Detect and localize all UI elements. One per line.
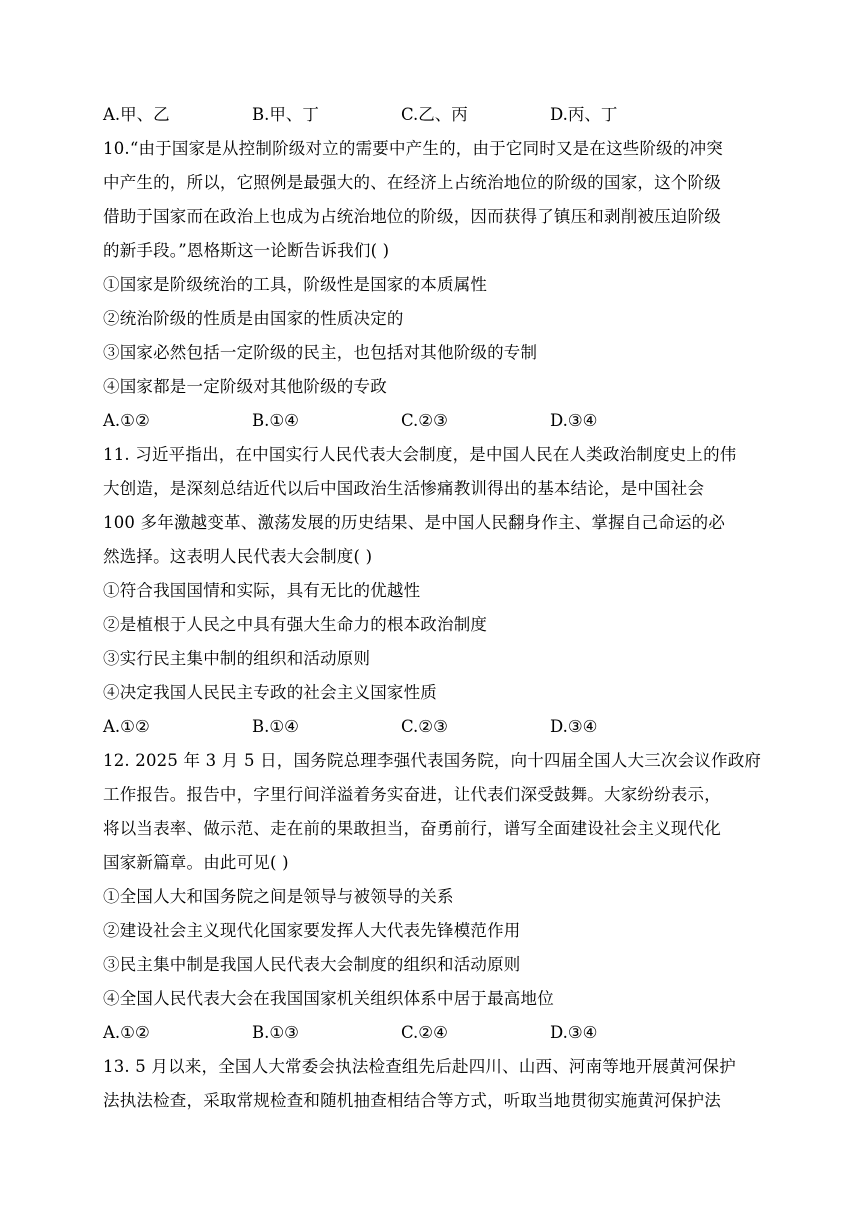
answer-options bbox=[103, 710, 758, 744]
question-stem-line: 11. 习近平指出，在中国实行人民代表大会制度，是中国人民在人类政治制度史上的伟 bbox=[103, 445, 737, 464]
question-stem-line: 13. 5 月以来，全国人大常委会执法检查组先后赴四川、山西、河南等地开展黄河保护 bbox=[103, 1057, 736, 1076]
question-stem-line: 借助于国家而在政治上也成为占统治地位的阶级，因而获得了镇压和剥削被压迫阶级 bbox=[103, 207, 721, 226]
option-c: C.②③ bbox=[401, 717, 448, 736]
statement-2: ②建设社会主义现代化国家要发挥人大代表先锋模范作用 bbox=[103, 921, 521, 940]
option-d: D.③④ bbox=[550, 717, 598, 736]
statement-1: ①符合我国国情和实际，具有无比的优越性 bbox=[103, 581, 421, 600]
statement-2: ②是植根于人民之中具有强大生命力的根本政治制度 bbox=[103, 615, 488, 634]
question-12 bbox=[103, 744, 762, 1050]
option-b: B.①④ bbox=[252, 717, 299, 736]
question-stem-line: 的新手段。”恩格斯这一论断告诉我们( ) bbox=[103, 241, 390, 260]
option-d: D.丙、丁 bbox=[550, 105, 618, 124]
question-stem-line: 大创造，是深刻总结近代以后中国政治生活惨痛教训得出的基本结论，是中国社会 bbox=[103, 479, 705, 498]
question-stem-line: 法执法检查，采取常规检查和随机抽查相结合等方式，听取当地贯彻实施黄河保护法 bbox=[103, 1091, 721, 1110]
question-stem-line: 10.“由于国家是从控制阶级对立的需要中产生的，由于它同时又是在这些阶级的冲突 bbox=[103, 139, 723, 158]
option-d: D.③④ bbox=[550, 1023, 598, 1042]
statement-4: ④决定我国人民民主专政的社会主义国家性质 bbox=[103, 683, 437, 702]
question-10 bbox=[103, 132, 758, 438]
option-a: A.①② bbox=[103, 1023, 150, 1042]
option-a: A.甲、乙 bbox=[103, 105, 170, 124]
answer-options bbox=[103, 1016, 758, 1050]
option-c: C.乙、丙 bbox=[401, 105, 468, 124]
statement-2: ②统治阶级的性质是由国家的性质决定的 bbox=[103, 309, 404, 328]
option-b: B.①④ bbox=[252, 411, 299, 430]
question-stem-line: 国家新篇章。由此可见( ) bbox=[103, 853, 289, 872]
statement-4: ④全国人民代表大会在我国国家机关组织体系中居于最高地位 bbox=[103, 989, 554, 1008]
answer-options bbox=[103, 404, 758, 438]
question-stem-line: 12. 2025 年 3 月 5 日，国务院总理李强代表国务院，向十四届全国人大三次会议作政府 bbox=[103, 751, 762, 770]
question-stem-line: 然选择。这表明人民代表大会制度( ) bbox=[103, 547, 373, 566]
question-stem-line: 中产生的，所以，它照例是最强大的、在经济上占统治地位的阶级的国家，这个阶级 bbox=[103, 173, 721, 192]
question-content bbox=[103, 98, 762, 1118]
question-stem-line: 将以当表率、做示范、走在前的果敢担当，奋勇前行，谱写全面建设社会主义现代化 bbox=[103, 819, 721, 838]
option-d: D.③④ bbox=[550, 411, 598, 430]
statement-1: ①国家是阶级统治的工具，阶级性是国家的本质属性 bbox=[103, 275, 488, 294]
option-b: B.①③ bbox=[252, 1023, 299, 1042]
statement-4: ④国家都是一定阶级对其他阶级的专政 bbox=[103, 377, 387, 396]
statement-1: ①全国人大和国务院之间是领导与被领导的关系 bbox=[103, 887, 454, 906]
option-c: C.②④ bbox=[401, 1023, 448, 1042]
statement-3: ③国家必然包括一定阶级的民主，也包括对其他阶级的专制 bbox=[103, 343, 538, 362]
option-b: B.甲、丁 bbox=[252, 105, 319, 124]
prev-question-options bbox=[103, 98, 758, 132]
statement-3: ③民主集中制是我国人民代表大会制度的组织和活动原则 bbox=[103, 955, 521, 974]
option-a: A.①② bbox=[103, 717, 150, 736]
option-a: A.①② bbox=[103, 411, 150, 430]
option-c: C.②③ bbox=[401, 411, 448, 430]
question-11 bbox=[103, 438, 758, 744]
statement-3: ③实行民主集中制的组织和活动原则 bbox=[103, 649, 371, 668]
question-13 bbox=[103, 1050, 758, 1118]
question-stem-line: 工作报告。报告中，字里行间洋溢着务实奋进，让代表们深受鼓舞。大家纷纷表示， bbox=[103, 785, 721, 804]
question-stem-line: 100 多年激越变革、激荡发展的历史结果、是中国人民翻身作主、掌握自己命运的必 bbox=[103, 513, 726, 532]
